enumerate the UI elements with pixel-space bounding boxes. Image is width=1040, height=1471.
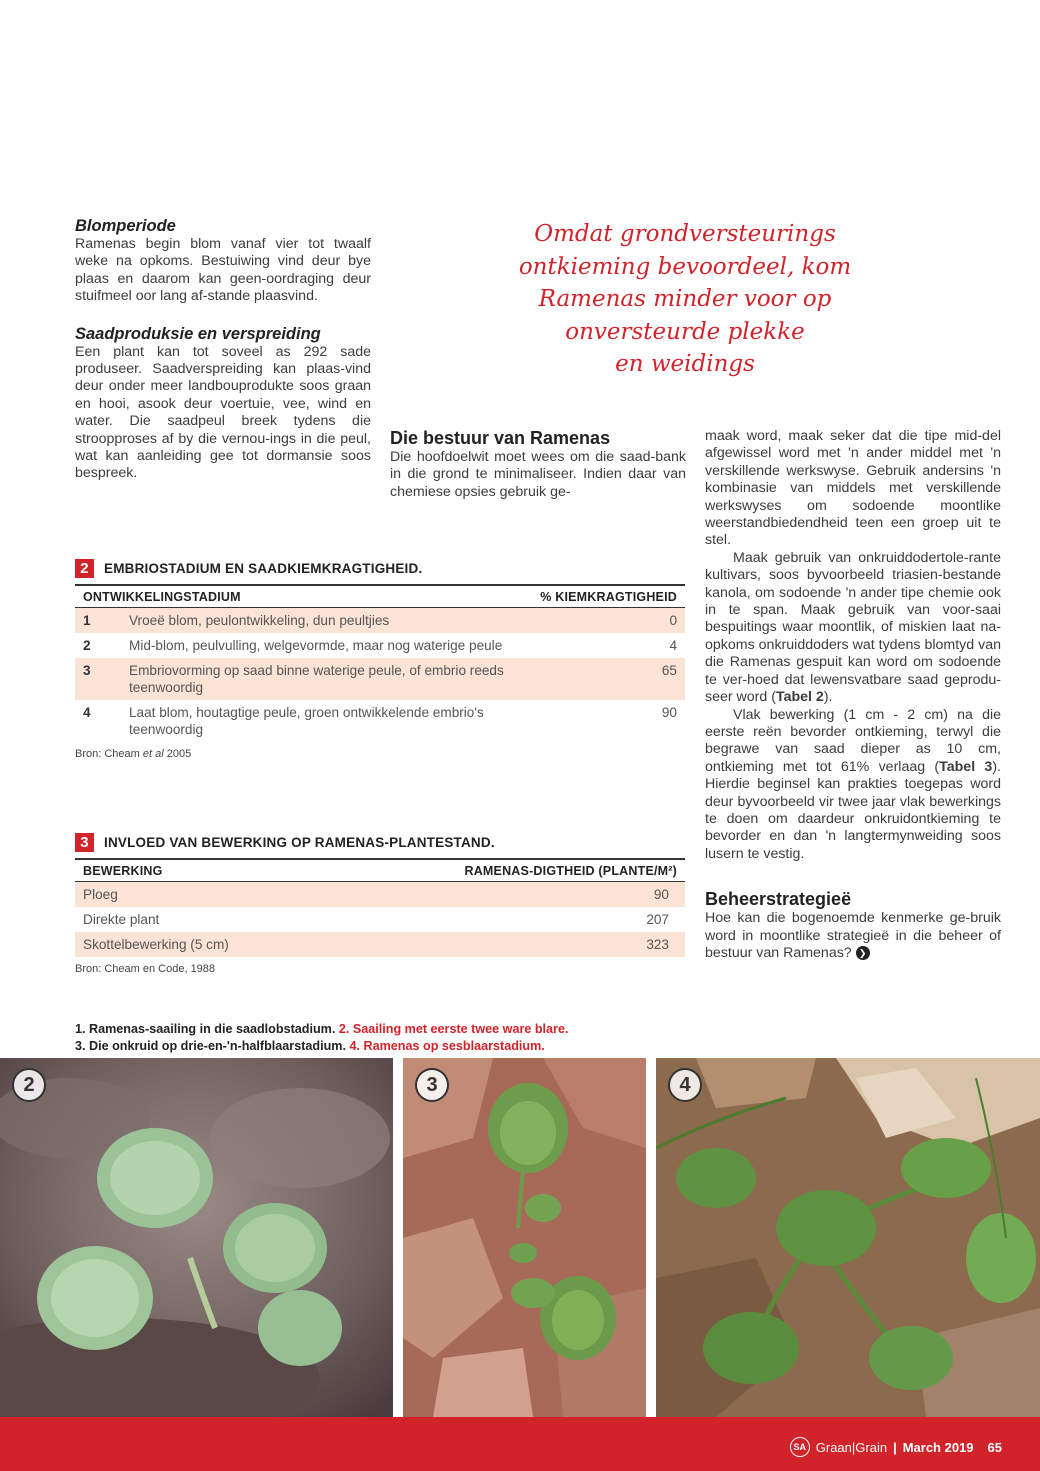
source-text-b: 2005 [163, 748, 192, 760]
saadproduksie-heading: Saadproduksie en verspreiding [75, 324, 321, 343]
table-row [75, 932, 685, 957]
row-value: 90 [653, 887, 669, 902]
right-column [705, 428, 1001, 962]
sa-logo-icon: SA [790, 1437, 810, 1457]
tabel-3-ref: Tabel 3 [939, 758, 993, 775]
table-3-title-bar [75, 833, 685, 852]
seedling-2-image [0, 1058, 393, 1417]
table-2-header [75, 584, 685, 608]
row-label: Skottelbewerking (5 cm) [83, 937, 229, 952]
issue-date: March 2019 [902, 1439, 974, 1455]
table-2-title-bar [75, 559, 685, 578]
p3-text-b: ). Hierdie beginsel kan prakties toegepas word deur byvoorbeeld vir twee jaar vlak bewerkings te doen om daardeur onkruidontkieming te bevorder en dan 'n langtermynweiding soos lusern te vestig. [705, 758, 1001, 862]
table-3-col2-header: RAMENAS-DIGTHEID (PLANTE/M²) [464, 864, 677, 878]
row-number: 1 [83, 613, 91, 628]
row-stage: Vroeë blom, peulontwikkeling, dun peultjies [129, 613, 390, 628]
table-row [75, 633, 685, 658]
table-2-col2-header: % KIEMKRAGTIGHEID [540, 590, 677, 604]
tabel-2-ref: Tabel 2 [775, 689, 824, 706]
right-paragraph-2 [705, 550, 1001, 707]
source-text-a: Bron: Cheam [75, 748, 143, 760]
continue-arrow-icon: ❯ [856, 946, 870, 960]
table-3-number: 3 [75, 833, 94, 852]
blomperiode-text: Ramenas begin blom vanaf vier tot twaalf weke na opkoms. Bestuiwing vind deur bye plaas en daarom kan geen-oordraging deur stuifmeel oor lang af-stande plaasvind. [75, 236, 371, 305]
seedling-4-image [656, 1058, 1040, 1417]
table-2-source [75, 748, 685, 760]
bestuur-heading: Die bestuur van Ramenas [390, 428, 611, 448]
caption-1: 1. Ramenas-saailing in die saadlobstadium. [75, 1022, 336, 1036]
quote-line-4: onversteurde plekke [565, 318, 805, 345]
table-3-title: INVLOED VAN BEWERKING OP RAMENAS-PLANTESTAND. [104, 835, 495, 850]
table-2-col1-header: ONTWIKKELINGSTADIUM [83, 590, 241, 604]
photo-number-badge-4: 4 [668, 1068, 702, 1102]
bestuur-section [390, 428, 686, 501]
table-3-col1-header: BEWERKING [83, 864, 163, 878]
table-row [75, 882, 685, 907]
table-row [75, 658, 685, 700]
seedling-3-image [403, 1058, 646, 1417]
row-stage: Laat blom, houtagtige peule, groen ontwikkelende embrio's teenwoordig [129, 705, 484, 737]
page-footer [0, 1417, 1040, 1471]
beheer-text-content: Hoe kan die bogenoemde kenmerke ge-bruik word in moontlike strategieë in die beheer of bestuur van Ramenas? [705, 910, 1001, 961]
pull-quote [470, 218, 900, 381]
p2-text-b: ). [823, 689, 833, 706]
left-column [75, 217, 371, 483]
photo-seedling-2 [0, 1058, 393, 1417]
quote-line-5: en weidings [615, 351, 755, 377]
caption-4: 4. Ramenas op sesblaarstadium. [349, 1039, 545, 1053]
blomperiode-heading: Blomperiode [75, 217, 176, 235]
footer-info [790, 1437, 1002, 1457]
row-value: 90 [661, 705, 677, 720]
photo-seedling-4 [656, 1058, 1040, 1417]
saadproduksie-text: Een plant kan tot soveel as 292 sade produseer. Saadverspreiding kan plaas-vind deur onder meer landbouprodukte soos graan en hooi, asook deur voertuie, vee, wind en water. Die saadpeul breek tydens die stroopproses af by die vernou-ings in die peul, wat kan aanleiding gee tot dormansie soos bespreek. [75, 343, 371, 482]
row-stage: Mid-blom, peulvulling, welgevormde, maar nog waterige peule [129, 638, 503, 653]
photo-number-badge-3: 3 [415, 1068, 449, 1102]
quote-line-3: Ramenas minder voor op [538, 286, 832, 312]
right-paragraph-1: maak word, maak seker dat die tipe mid-del afgewissel word met 'n ander middel met 'n verskillende werkswyse. Gebruik andersins 'n kombinasie van middels met verskillende werkswyses om sodoende moontlike weerstandbiedendheid teen een groep uit te stel. [705, 428, 1001, 549]
quote-line-1: Omdat grondversteurings [534, 221, 836, 247]
source-etal: et al [142, 748, 164, 760]
row-value: 65 [661, 663, 677, 678]
table-row [75, 608, 685, 633]
row-value: 4 [669, 638, 677, 653]
photo-number-badge-2: 2 [12, 1068, 46, 1102]
photo-seedling-3 [403, 1058, 646, 1417]
p3-text-a: Vlak bewerking (1 cm - 2 cm) na die eerste reën bevorder ontkieming, terwyl die begrawe van saad dieper as 10 cm, ontkieming met tot 61% verlaag ( [705, 706, 1001, 775]
table-row [75, 907, 685, 932]
photo-captions [75, 1021, 975, 1055]
row-value: 207 [646, 912, 669, 927]
footer-separator: | [893, 1439, 897, 1455]
beheer-heading: Beheerstrategieë [705, 889, 852, 910]
table-3 [75, 833, 685, 975]
caption-2: 2. Saailing met eerste twee ware blare. [338, 1022, 569, 1036]
bestuur-text: Die hoofdoelwit moet wees om die saad-bank in die grond te minimaliseer. Indien daar van chemiese opsies gebruik ge- [390, 449, 686, 500]
table-row [75, 700, 685, 742]
row-number: 2 [83, 638, 91, 653]
table-2-number: 2 [75, 559, 94, 578]
magazine-name: Graan|Grain [815, 1439, 888, 1455]
page-number: 65 [987, 1439, 1002, 1455]
row-value: 323 [646, 937, 669, 952]
table-2-title: EMBRIOSTADIUM EN SAADKIEMKRAGTIGHEID. [104, 561, 423, 576]
row-number: 3 [83, 663, 91, 678]
quote-line-2: ontkieming bevoordeel, kom [518, 253, 852, 280]
row-label: Direkte plant [83, 912, 160, 927]
row-label: Ploeg [83, 887, 118, 902]
beheer-text [705, 910, 1001, 962]
p2-text-a: Maak gebruik van onkruiddodertole-rante kultivars, soos byvoorbeeld triasien-bestande kanola, om sodoende 'n ander tipe chemie ook in te span. Maak gebruik van voor-saai bespuitings waar moontlik, of miskien laat na-opkoms onkruiddoders wat tydens blomtyd van die Ramenas gespuit kan word om sodoende te ver-hoed dat lewensvatbare saad geprodu-seer word ( [705, 549, 1001, 706]
row-stage: Embriovorming op saad binne waterige peule, of embrio reeds teenwoordig [129, 663, 504, 695]
caption-3: 3. Die onkruid op drie-en-'n-halfblaarstadium. [75, 1039, 346, 1053]
row-value: 0 [669, 613, 677, 628]
table-3-source: Bron: Cheam en Code, 1988 [75, 963, 216, 975]
table-3-header [75, 858, 685, 882]
row-number: 4 [83, 705, 91, 720]
table-2 [75, 559, 685, 760]
right-paragraph-3 [705, 707, 1001, 864]
